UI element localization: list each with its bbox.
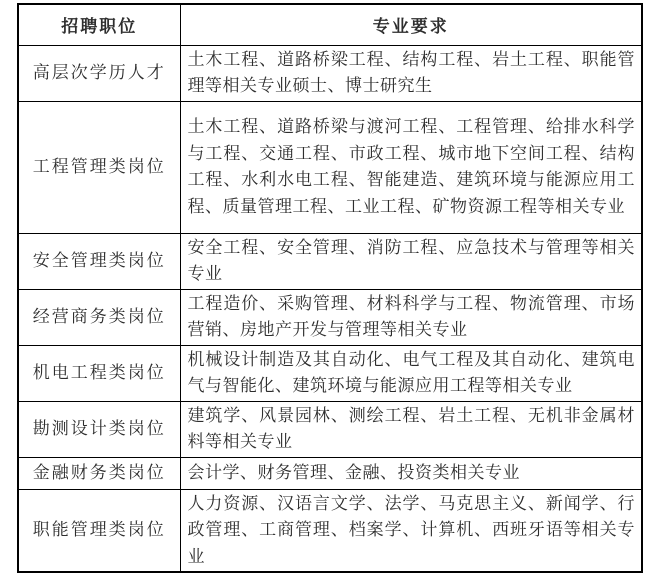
table-row (18, 289, 642, 345)
position-cell: 职能管理类岗位 (18, 489, 180, 572)
table-header-row (18, 4, 642, 45)
position-cell: 高层次学历人才 (18, 45, 180, 101)
requirements-cell: 土木工程、道路桥梁工程、结构工程、岩土工程、职能管理等相关专业硕士、博士研究生 (180, 45, 642, 101)
position-cell: 安全管理类岗位 (18, 233, 180, 289)
requirements-cell: 安全工程、安全管理、消防工程、应急技术与管理等相关专业 (180, 233, 642, 289)
position-cell: 金融财务类岗位 (18, 457, 180, 489)
table-row (18, 101, 642, 233)
header-requirements: 专业要求 (180, 4, 642, 45)
position-cell: 机电工程类岗位 (18, 345, 180, 401)
requirements-cell: 土木工程、道路桥梁与渡河工程、工程管理、给排水科学与工程、交通工程、市政工程、城市地下空间工程、结构工程、水利水电工程、智能建造、建筑环境与能源应用工程、质量管理工程、工业工程、矿物资源工程等相关专业 (180, 101, 642, 233)
requirements-cell: 机械设计制造及其自动化、电气工程及其自动化、建筑电气与智能化、建筑环境与能源应用工程等相关专业 (180, 345, 642, 401)
table-row (18, 233, 642, 289)
requirements-cell: 工程造价、采购管理、材料科学与工程、物流管理、市场营销、房地产开发与管理等相关专业 (180, 289, 642, 345)
requirements-cell: 人力资源、汉语言文学、法学、马克思主义、新闻学、行政管理、工商管理、档案学、计算机、西班牙语等相关专业 (180, 489, 642, 572)
table-row (18, 457, 642, 489)
position-cell: 勘测设计类岗位 (18, 401, 180, 457)
table-row (18, 489, 642, 572)
table-row (18, 45, 642, 101)
recruitment-requirements-table (17, 3, 643, 573)
table-row (18, 345, 642, 401)
header-position: 招聘职位 (18, 4, 180, 45)
position-cell: 工程管理类岗位 (18, 101, 180, 233)
position-cell: 经营商务类岗位 (18, 289, 180, 345)
table-row (18, 401, 642, 457)
requirements-cell: 建筑学、风景园林、测绘工程、岩土工程、无机非金属材料等相关专业 (180, 401, 642, 457)
requirements-cell: 会计学、财务管理、金融、投资类相关专业 (180, 457, 642, 489)
